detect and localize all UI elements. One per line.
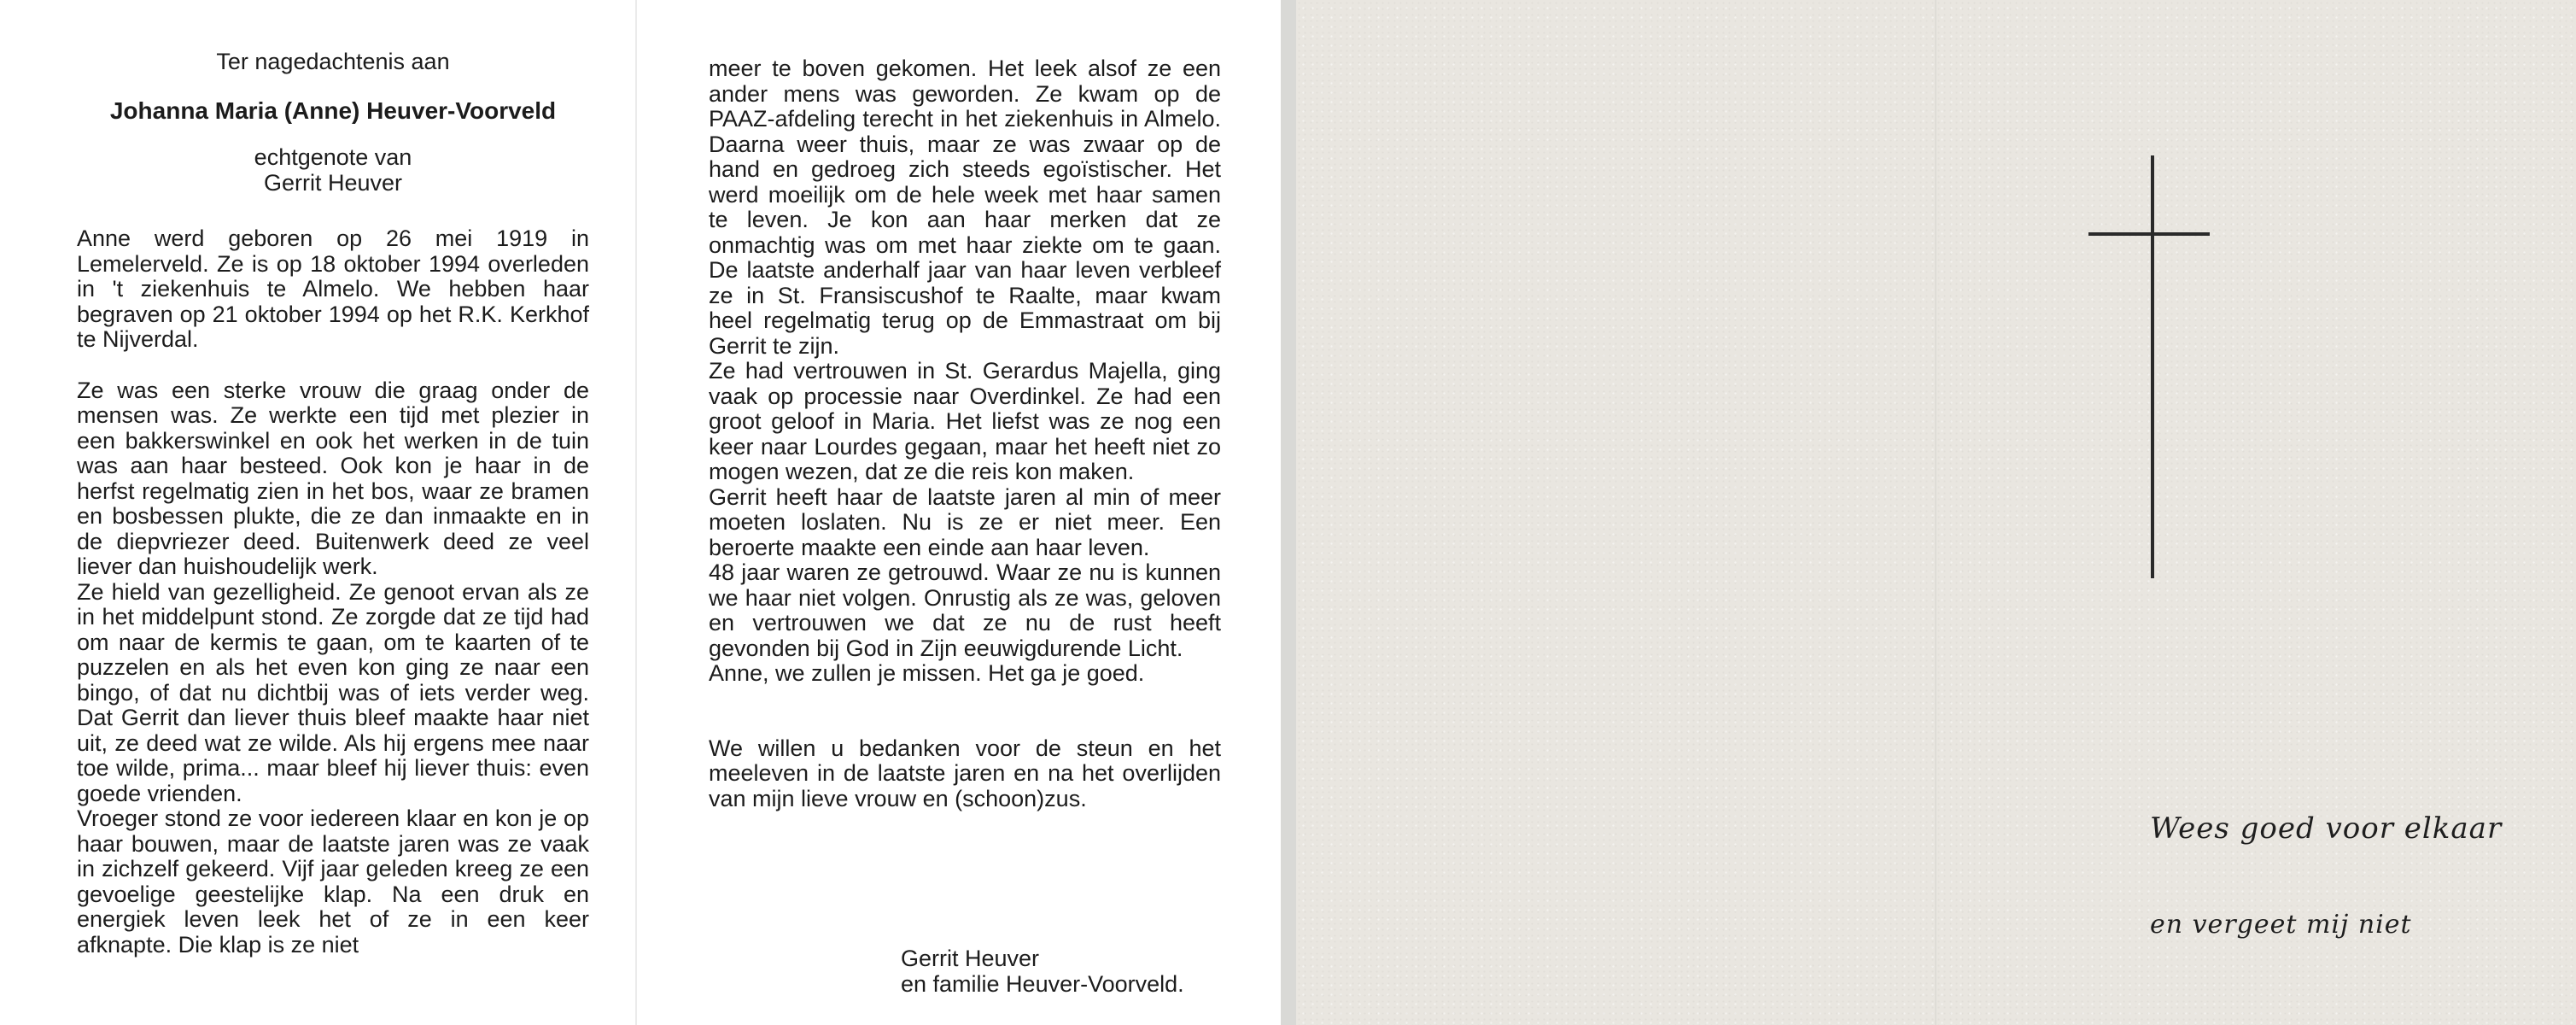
- biography-body-left: [77, 378, 589, 958]
- motto-line-2: en vergeet mij niet: [2150, 910, 2412, 940]
- paragraph: Ze hield van gezelligheid. Ze genoot ervan als ze in het middelpunt stond. Ze zorgde dat ze tijd had om naar de kermis te gaan, om te kaarten of te puzzelen en als het even kon ging ze naar een bingo, of dat nu dichtbij was of iets verder weg. Dat Gerrit dan liever thuis bleef maakte haar niet uit, ze deed wat ze wilde. Als hij ergens mee naar toe wilde, prima... maar bleef hij liever thuis: even goede vrienden.: [77, 578, 589, 806]
- spouse-name: Gerrit Heuver: [263, 169, 403, 196]
- paragraph: Anne werd geboren op 26 mei 1919 in Lemelerveld. Ze is op 18 oktober 1994 overleden in 't ziekenhuis te Almelo. We hebben haar begraven op 21 oktober 1994 op het R.K. Kerkhof te Nijverdal.: [77, 226, 589, 352]
- paragraph: Gerrit heeft haar de laatste jaren al min of meer moeten loslaten. Nu is ze er niet meer. Een beroerte maakte een einde aan haar leven.: [709, 483, 1221, 560]
- biography-body-right: [709, 56, 1221, 687]
- card-separator: [1281, 0, 1296, 1025]
- deceased-name: Johanna Maria (Anne) Heuver-Voorveld: [109, 97, 557, 124]
- signature-name: Gerrit Heuver: [901, 946, 1040, 971]
- card-outside: [1296, 0, 2576, 1025]
- spouse-caption: [77, 145, 589, 196]
- signature: [901, 946, 1184, 997]
- in-memory-heading: Ter nagedachtenis aan: [216, 49, 450, 74]
- paragraph: Vroeger stond ze voor iedereen klaar en kon je op haar bouwen, maar de laatste jaren was ze vaak in zichzelf gekeerd. Vijf jaar geleden kreeg ze een gevoelige geestelijke klap. Na een druk en energiek leven leek het of ze in een keer afknapte. Die klap is ze niet: [77, 805, 589, 958]
- paragraph: meer te boven gekomen. Het leek alsof ze een ander mens was geworden. Ze kwam op de PAAZ-afdeling terecht in het ziekenhuis in Almelo. Daarna weer thuis, maar ze was zwaar op de hand en gedroeg zich steeds egoïstischer. Het werd moeilijk om de hele week met haar samen te leven. Je kon aan haar merken dat ze onmachtig was om met haar ziekte om te gaan. De laatste anderhalf jaar van haar leven verbleef ze in St. Fransiscushof te Raalte, maar kwam heel regelmatig terug op de Emmastraat om bij Gerrit te zijn.: [709, 56, 1221, 359]
- paragraph: Anne, we zullen je missen. Het ga je goed.: [709, 660, 1145, 686]
- inside-left-page: [77, 50, 589, 958]
- cross-horizontal-beam: [2088, 232, 2210, 236]
- paragraph: 48 jaar waren ze getrouwd. Waar ze nu is kunnen we haar niet volgen. Onrustig als ze was, geloven en vertrouwen we dat ze nu de rust heeft gevonden bij God in Zijn eeuwigdurende Licht.: [709, 559, 1221, 661]
- thank-you-note: [709, 736, 1221, 812]
- biography-intro: [77, 226, 589, 353]
- signature-family: en familie Heuver-Voorveld.: [901, 970, 1184, 997]
- paragraph: Ze had vertrouwen in St. Gerardus Majella, ging vaak op processie naar Overdinkel. Ze had een groot geloof in Maria. Het liefst was ze nog een keer naar Lourdes gegaan, maar het heeft niet zo mogen wezen, dat ze die reis kon maken.: [709, 358, 1221, 484]
- card-inside: [0, 0, 1281, 1025]
- paragraph: Ze was een sterke vrouw die graag onder de mensen was. Ze werkte een tijd met plezier in een bakkerswinkel en ook het werken in de tuin was aan haar besteed. Ook kon je haar in de herfst regelmatig zien in het bos, waar ze bramen en bosbessen plukte, die ze dan inmaakte en in de diepvriezer deed. Buitenwerk deed ze veel liever dan huishoudelijk werk.: [77, 377, 589, 579]
- inside-right-page: [709, 56, 1221, 811]
- motto-line-1: Wees goed voor elkaar: [2150, 811, 2503, 846]
- spouse-label: echtgenote van: [254, 144, 412, 170]
- paragraph: We willen u bedanken voor de steun en het meeleven in de laatste jaren en na het overlijden van mijn lieve vrouw en (schoon)zus.: [709, 735, 1221, 811]
- cross-vertical-beam: [2151, 155, 2154, 578]
